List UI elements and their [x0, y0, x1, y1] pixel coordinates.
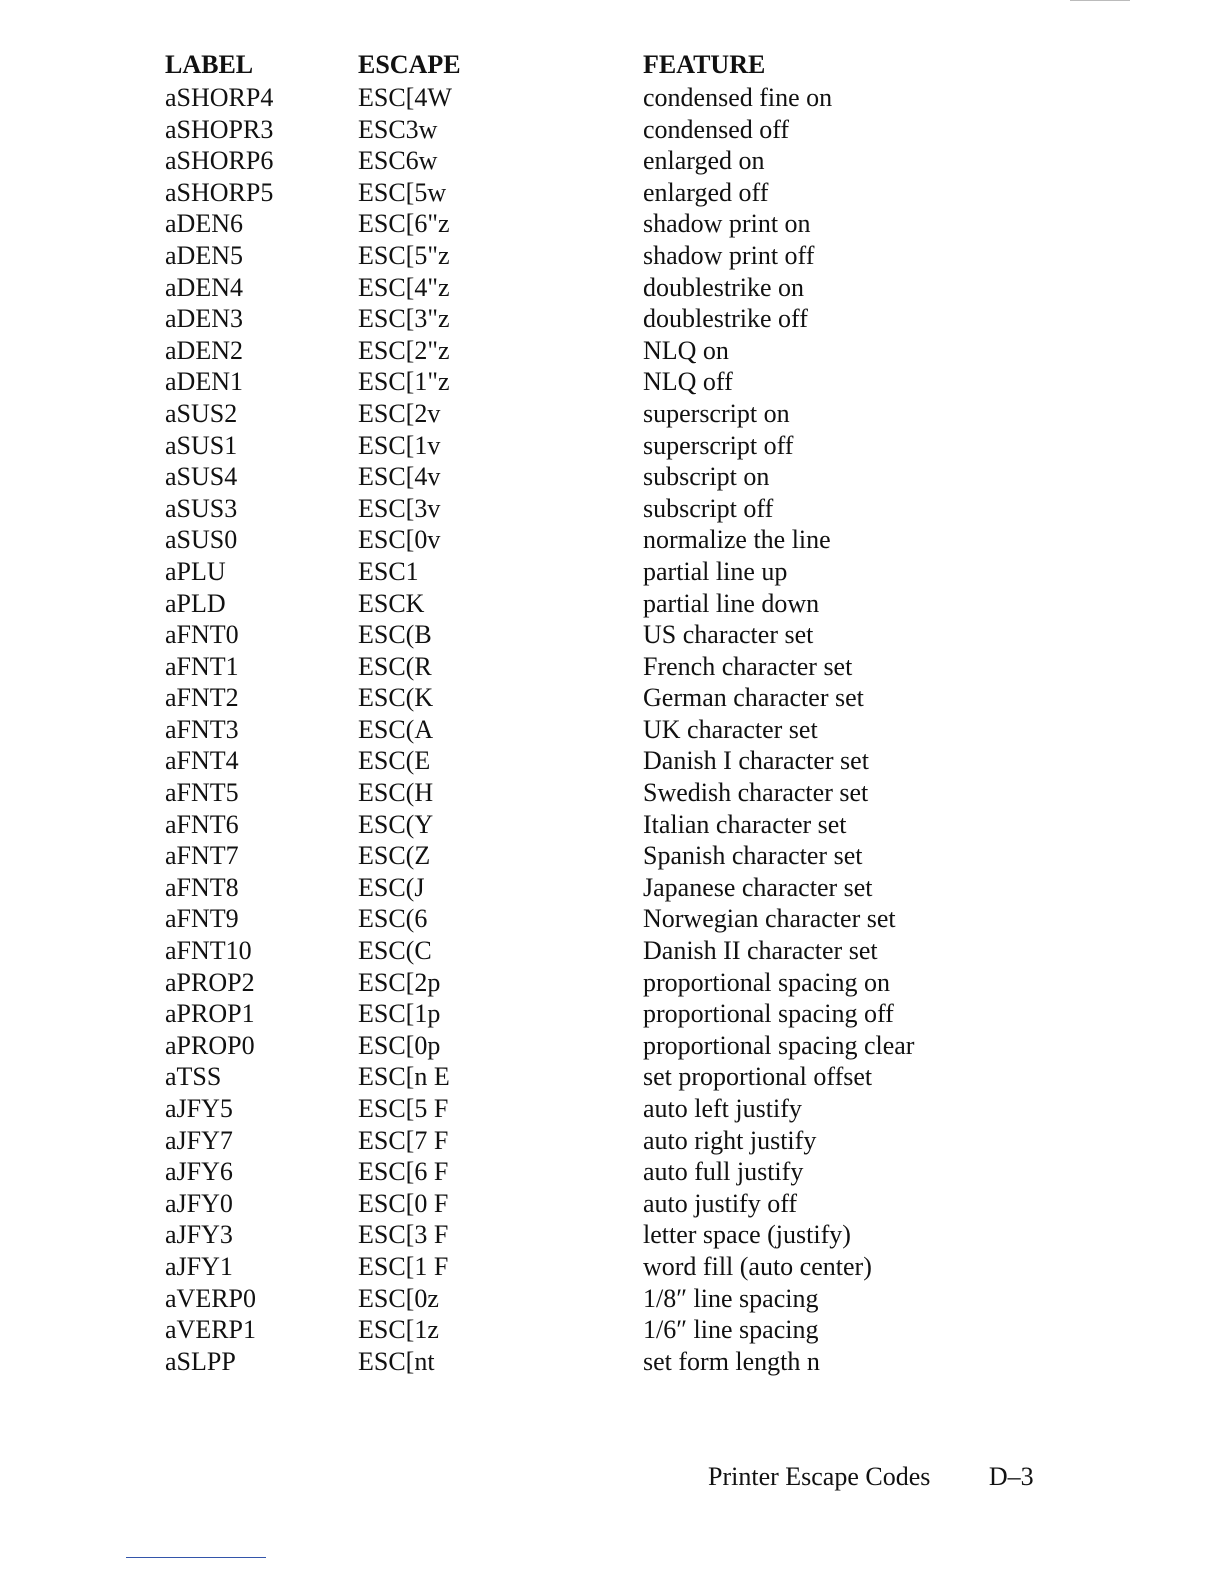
table-row	[165, 998, 965, 1030]
table-row	[165, 840, 965, 872]
label-cell: aFNT6	[165, 809, 239, 839]
escape-cell: ESC(H	[358, 778, 434, 808]
label-cell: aDEN4	[165, 272, 243, 302]
escape-cell: ESC[6"z	[358, 209, 450, 239]
escape-cell: ESC[1v	[358, 430, 441, 460]
table-row	[165, 1030, 965, 1062]
escape-cell: ESC6w	[358, 146, 438, 176]
escape-cell: ESC(Y	[358, 809, 434, 839]
table-row	[165, 556, 965, 588]
table-row	[165, 493, 965, 525]
feature-cell: Danish II character set	[643, 936, 878, 966]
table-row	[165, 1219, 965, 1251]
table-row	[165, 82, 965, 114]
escape-cell: ESC(Z	[358, 841, 431, 871]
escape-cell: ESC[0 F	[358, 1188, 449, 1218]
label-cell: aPLD	[165, 588, 226, 618]
feature-cell: superscript off	[643, 430, 794, 460]
scan-edge-line	[1070, 0, 1130, 1]
escape-cell: ESC[4"z	[358, 272, 450, 302]
label-cell: aDEN6	[165, 209, 243, 239]
label-cell: aPROP1	[165, 999, 255, 1029]
escape-cell: ESC(R	[358, 651, 432, 681]
label-cell: aPROP0	[165, 1030, 255, 1060]
label-cell: aFNT0	[165, 620, 239, 650]
feature-cell: proportional spacing off	[643, 999, 894, 1029]
feature-cell: partial line down	[643, 588, 820, 618]
table-header-row	[165, 48, 965, 82]
escape-cell: ESC(B	[358, 620, 432, 650]
feature-cell: UK character set	[643, 714, 818, 744]
label-cell: aSUS0	[165, 525, 238, 555]
feature-cell: doublestrike on	[643, 272, 805, 302]
feature-cell: condensed fine on	[643, 83, 833, 112]
feature-cell: French character set	[643, 651, 853, 681]
page-number: D–3	[988, 1462, 1034, 1491]
feature-cell: auto left justify	[643, 1094, 802, 1123]
label-cell: aFNT10	[165, 936, 252, 966]
escape-cell: ESC[5 F	[358, 1094, 449, 1123]
feature-cell: enlarged on	[643, 146, 765, 176]
table-row	[165, 1061, 965, 1093]
table-row	[165, 1346, 965, 1378]
table-row	[165, 1093, 965, 1125]
escape-cell: ESC[3"z	[358, 304, 450, 334]
feature-cell: condensed off	[643, 114, 790, 144]
feature-cell: 1/6″ line spacing	[643, 1315, 819, 1345]
feature-cell: shadow print off	[643, 240, 815, 270]
table-row	[165, 145, 965, 177]
table-row	[165, 430, 965, 462]
feature-cell: Japanese character set	[643, 872, 873, 902]
escape-cell: ESC[5"z	[358, 240, 450, 270]
feature-cell: proportional spacing on	[643, 967, 890, 997]
feature-cell: Danish I character set	[643, 746, 869, 776]
escape-cell: ESC[1z	[358, 1315, 439, 1345]
table-row	[165, 461, 965, 493]
escape-cell: ESC[1p	[358, 999, 441, 1029]
feature-cell: set form length n	[643, 1346, 820, 1376]
table-row	[165, 177, 965, 209]
label-cell: aTSS	[165, 1062, 222, 1092]
label-cell: aFNT7	[165, 841, 239, 871]
feature-cell: Spanish character set	[643, 841, 863, 871]
feature-cell: US character set	[643, 620, 814, 650]
label-cell: aFNT4	[165, 746, 239, 776]
label-cell: aJFY6	[165, 1157, 233, 1187]
escape-cell: ESC1	[358, 556, 419, 586]
escape-cell: ESC(K	[358, 683, 434, 713]
escape-cell: ESC(C	[358, 936, 432, 966]
escape-cell: ESC[3 F	[358, 1220, 449, 1250]
feature-cell: Swedish character set	[643, 778, 869, 808]
label-cell: aFNT3	[165, 714, 239, 744]
feature-cell: set proportional offset	[643, 1062, 873, 1092]
feature-cell: Italian character set	[643, 809, 847, 839]
escape-cell: ESC[5w	[358, 177, 447, 207]
feature-cell: partial line up	[643, 556, 788, 586]
label-cell: aFNT5	[165, 778, 239, 808]
table-row	[165, 935, 965, 967]
feature-cell: word fill (auto center)	[643, 1251, 872, 1281]
feature-cell: subscript on	[643, 462, 770, 492]
scan-edge-line-bottom	[126, 1557, 266, 1558]
table-row	[165, 1188, 965, 1220]
escape-cell: ESC[0v	[358, 525, 441, 555]
escape-cell: ESC[nt	[358, 1346, 435, 1376]
label-cell: aDEN3	[165, 304, 243, 334]
escape-cell: ESC[2"z	[358, 335, 450, 365]
table-row	[165, 208, 965, 240]
table-row	[165, 1251, 965, 1283]
escape-code-table	[165, 48, 965, 1377]
label-cell: aSUS1	[165, 430, 238, 460]
escape-cell: ESCK	[358, 588, 425, 618]
table-row	[165, 524, 965, 556]
escape-cell: ESC[0p	[358, 1030, 441, 1060]
label-cell: aVERP0	[165, 1283, 256, 1313]
label-cell: aFNT8	[165, 872, 239, 902]
table-row	[165, 619, 965, 651]
escape-cell: ESC3w	[358, 114, 438, 144]
table-row	[165, 903, 965, 935]
table-row	[165, 272, 965, 304]
feature-cell: auto justify off	[643, 1188, 798, 1218]
table-row	[165, 1156, 965, 1188]
feature-cell: 1/8″ line spacing	[643, 1283, 819, 1313]
footer-title: Printer Escape Codes	[708, 1462, 931, 1491]
label-cell: aDEN1	[165, 367, 243, 397]
escape-cell: ESC[4W	[358, 83, 452, 112]
table-row	[165, 714, 965, 746]
table-row	[165, 809, 965, 841]
escape-cell: ESC[4v	[358, 462, 441, 492]
label-cell: aSUS4	[165, 462, 238, 492]
escape-cell: ESC[2p	[358, 967, 441, 997]
escape-cell: ESC[0z	[358, 1283, 439, 1313]
label-cell: aFNT9	[165, 904, 239, 934]
escape-cell: ESC[7 F	[358, 1125, 449, 1155]
feature-cell: proportional spacing clear	[643, 1030, 915, 1060]
table-row	[165, 651, 965, 683]
feature-cell: NLQ off	[643, 367, 733, 397]
table-row	[165, 745, 965, 777]
table-row	[165, 588, 965, 620]
feature-cell: superscript on	[643, 398, 790, 428]
escape-cell: ESC(J	[358, 872, 425, 902]
label-cell: aJFY1	[165, 1251, 233, 1281]
label-cell: aDEN2	[165, 335, 243, 365]
feature-cell: normalize the line	[643, 525, 831, 555]
header-feature: FEATURE	[643, 50, 766, 80]
label-cell: aFNT1	[165, 651, 239, 681]
label-cell: aJFY7	[165, 1125, 233, 1155]
table-row	[165, 240, 965, 272]
label-cell: aFNT2	[165, 683, 239, 713]
escape-cell: ESC[2v	[358, 398, 441, 428]
label-cell: aPROP2	[165, 967, 255, 997]
feature-cell: subscript off	[643, 493, 774, 523]
table-row	[165, 1283, 965, 1315]
table-row	[165, 1314, 965, 1346]
table-row	[165, 682, 965, 714]
label-cell: aSHORP4	[165, 83, 274, 112]
feature-cell: NLQ on	[643, 335, 729, 365]
label-cell: aSUS3	[165, 493, 238, 523]
table-row	[165, 335, 965, 367]
feature-cell: shadow print on	[643, 209, 811, 239]
page-footer	[708, 1462, 1034, 1492]
table-row	[165, 872, 965, 904]
feature-cell: auto full justify	[643, 1157, 804, 1187]
label-cell: aSHORP6	[165, 146, 274, 176]
escape-cell: ESC[6 F	[358, 1157, 449, 1187]
header-label: LABEL	[165, 50, 254, 80]
escape-cell: ESC(6	[358, 904, 428, 934]
escape-cell: ESC[1 F	[358, 1251, 449, 1281]
feature-cell: enlarged off	[643, 177, 769, 207]
table-row	[165, 777, 965, 809]
label-cell: aPLU	[165, 556, 226, 586]
feature-cell: doublestrike off	[643, 304, 808, 334]
table-row	[165, 303, 965, 335]
label-cell: aJFY0	[165, 1188, 233, 1218]
table-row	[165, 114, 965, 146]
table-body	[165, 82, 965, 1377]
table-row	[165, 967, 965, 999]
label-cell: aJFY5	[165, 1094, 233, 1123]
escape-cell: ESC(E	[358, 746, 431, 776]
feature-cell: Norwegian character set	[643, 904, 896, 934]
label-cell: aJFY3	[165, 1220, 233, 1250]
table-row	[165, 398, 965, 430]
escape-cell: ESC[1"z	[358, 367, 450, 397]
label-cell: aSHOPR3	[165, 114, 274, 144]
label-cell: aSUS2	[165, 398, 238, 428]
table-row	[165, 366, 965, 398]
feature-cell: German character set	[643, 683, 864, 713]
escape-cell: ESC[n E	[358, 1062, 450, 1092]
label-cell: aSLPP	[165, 1346, 236, 1376]
escape-cell: ESC(A	[358, 714, 434, 744]
escape-cell: ESC[3v	[358, 493, 441, 523]
header-escape: ESCAPE	[358, 50, 461, 80]
feature-cell: auto right justify	[643, 1125, 817, 1155]
feature-cell: letter space (justify)	[643, 1220, 851, 1250]
label-cell: aSHORP5	[165, 177, 274, 207]
label-cell: aVERP1	[165, 1315, 256, 1345]
table-row	[165, 1125, 965, 1157]
label-cell: aDEN5	[165, 240, 243, 270]
